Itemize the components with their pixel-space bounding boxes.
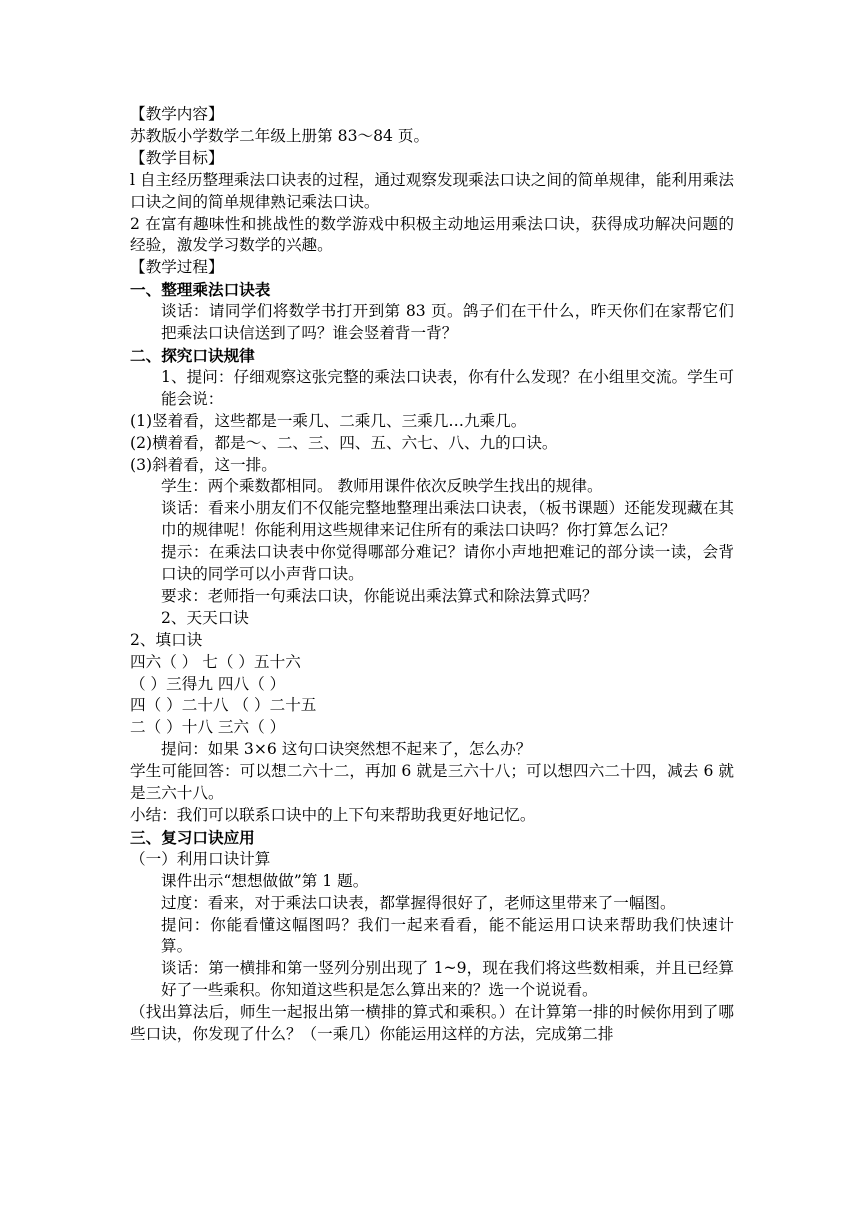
paragraph-line: 2 在富有趣味性和挑战性的数学游戏中积极主动地运用乘法口诀，获得成功解决问题的经验，激发学习数学的兴趣。 bbox=[130, 214, 734, 255]
paragraph-line: 2、天天口诀 bbox=[161, 608, 249, 627]
paragraph-line: 【教学过程】 bbox=[130, 258, 224, 277]
paragraph-line: 1、提问：仔细观察这张完整的乘法口诀表，你有什么发现？在小组里交流。学生可能会说： bbox=[161, 367, 734, 408]
paragraph-line: （找出算法后，师生一起报出第一横排的算式和乘积。）在计算第一排的时候你用到了哪些口诀，你发现了什么？（一乘几）你能运用这样的方法，完成第二排 bbox=[130, 1003, 734, 1044]
section-heading: 二、探究口诀规律 bbox=[130, 345, 255, 365]
paragraph-line: 课件出示“想想做做”第 1 题。 bbox=[161, 871, 369, 890]
document-body bbox=[130, 104, 734, 1046]
paragraph-line: 提问：你能看懂这幅图吗？我们一起来看看，能不能运用口诀来帮助我们快速计算。 bbox=[161, 915, 734, 956]
paragraph-line: 学生：两个乘数都相同。 教师用课件依次反映学生找出的规律。 bbox=[161, 477, 603, 496]
paragraph-line: l 自主经历整理乘法口诀表的过程，通过观察发现乘法口诀之间的简单规律，能利用乘法口诀之间的简单规律熟记乘法口诀。 bbox=[130, 170, 734, 211]
paragraph-line: 谈话：看来小朋友们不仅能完整地整理出乘法口诀表，（板书课题）还能发现藏在其巾的规律呢！你能利用这些规律来记住所有的乘法口诀吗？你打算怎么记？ bbox=[161, 499, 734, 540]
paragraph-line: (1)竖着看，这些都是一乘几、二乘几、三乘几…九乘几。 bbox=[130, 411, 527, 430]
paragraph-line: 谈话：第一横排和第一竖列分别出现了 1~9，现在我们将这些数相乘，并且已经算好了一些乘积。你知道这些积是怎么算出来的？选一个说说看。 bbox=[161, 959, 734, 1000]
paragraph-line: 要求：老师指一句乘法口诀，你能说出乘法算式和除法算式吗？ bbox=[161, 586, 598, 605]
paragraph-line: 提示：在乘法口诀表中你觉得哪部分难记？请你小声地把难记的部分读一读，会背口诀的同学可以小声背口诀。 bbox=[161, 543, 734, 584]
section-heading: 一、整理乘法口诀表 bbox=[130, 280, 271, 300]
paragraph-line: (2)横着看，都是～、二、三、四、五、六七、八、九的口诀。 bbox=[130, 433, 558, 452]
paragraph-line: 谈话：请同学们将数学书打开到第 83 页。鸽子们在干什么，昨天你们在家帮它们把乘法口诀信送到了吗？谁会竖着背一背？ bbox=[161, 302, 734, 343]
paragraph-line: 提问：如果 3×6 这句口诀突然想不起来了，怎么办？ bbox=[161, 740, 532, 759]
paragraph-line: 四六（ ） 七（ ）五十六 bbox=[130, 652, 301, 671]
paragraph-line: 二（ ）十八 三六（ ） bbox=[130, 718, 286, 737]
paragraph-line: （ ）三得九 四八（ ） bbox=[130, 674, 286, 693]
paragraph-line: 学生可能回答：可以想二六十二，再加 6 就是三六十八；可以想四六二十四，减去 6 就是三六十八。 bbox=[130, 762, 734, 803]
paragraph-line: (3)斜着看，这一排。 bbox=[130, 455, 277, 474]
paragraph-line: 苏教版小学数学二年级上册第 83～84 页。 bbox=[130, 126, 430, 145]
paragraph-line: 四（ ）二十八 （ ）二十五 bbox=[130, 696, 317, 715]
paragraph-line: 【教学内容】 bbox=[130, 105, 224, 123]
paragraph-line: 【教学目标】 bbox=[130, 148, 224, 167]
paragraph-line: 过度：看来，对于乘法口诀表，都掌握得很好了，老师这里带来了一幅图。 bbox=[161, 893, 676, 912]
paragraph-line: 小结：我们可以联系口诀中的上下句来帮助我更好地记忆。 bbox=[130, 806, 536, 824]
section-heading: 三、复习口诀应用 bbox=[130, 827, 255, 847]
paragraph-line: （一）利用口诀计算 bbox=[130, 849, 271, 868]
paragraph-line: 2、填口诀 bbox=[130, 630, 203, 649]
